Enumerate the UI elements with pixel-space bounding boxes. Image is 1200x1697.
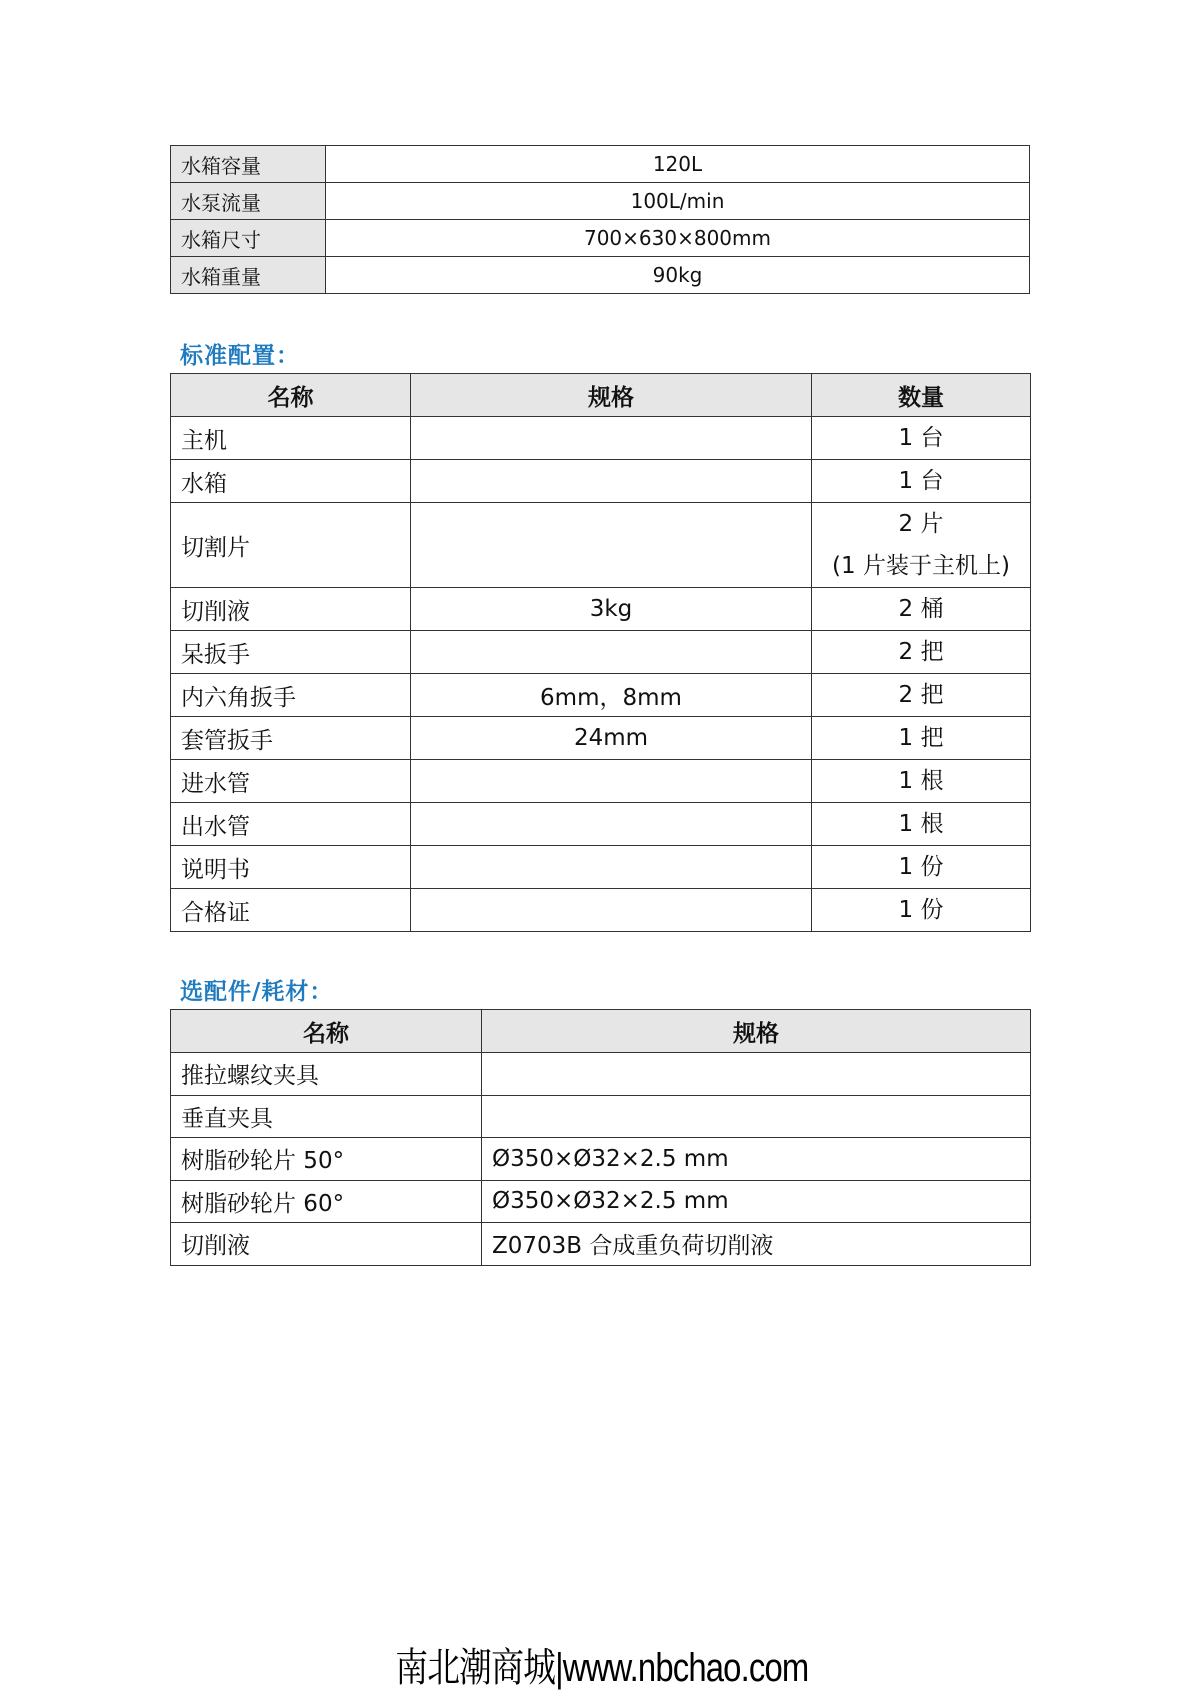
table-row bbox=[171, 631, 1031, 674]
standard-config-table bbox=[170, 373, 1031, 932]
column-header-spec: 规格 bbox=[482, 1010, 1031, 1053]
item-qty: 1 份 bbox=[812, 846, 1031, 889]
column-header-spec: 规格 bbox=[411, 374, 812, 417]
item-spec bbox=[411, 889, 812, 932]
table-row bbox=[171, 220, 1030, 257]
part-name: 切削液 bbox=[171, 1223, 482, 1266]
column-header-qty: 数量 bbox=[812, 374, 1031, 417]
item-spec bbox=[411, 760, 812, 803]
part-spec: Ø350×Ø32×2.5 mm bbox=[482, 1180, 1031, 1223]
optional-parts-heading: 选配件/耗材： bbox=[180, 979, 334, 1005]
spec-value: 700×630×800mm bbox=[326, 220, 1030, 257]
item-name: 出水管 bbox=[171, 803, 411, 846]
part-name: 垂直夹具 bbox=[171, 1095, 482, 1138]
item-qty: 1 台 bbox=[812, 460, 1031, 503]
item-qty: 2 片 bbox=[898, 511, 944, 537]
table-row bbox=[171, 146, 1030, 183]
standard-config-heading: 标准配置： bbox=[180, 343, 300, 369]
item-spec bbox=[411, 417, 812, 460]
item-qty: 2 把 bbox=[812, 631, 1031, 674]
item-name: 合格证 bbox=[171, 889, 411, 932]
item-qty: 2 桶 bbox=[812, 588, 1031, 631]
table-row bbox=[171, 417, 1031, 460]
part-spec: Ø350×Ø32×2.5 mm bbox=[482, 1138, 1031, 1181]
table-row bbox=[171, 1138, 1031, 1181]
table-row bbox=[171, 717, 1031, 760]
item-spec bbox=[411, 460, 812, 503]
item-spec bbox=[411, 803, 812, 846]
item-spec bbox=[411, 503, 812, 588]
spec-value: 120L bbox=[326, 146, 1030, 183]
item-qty-note: (1 片装于主机上) bbox=[832, 553, 1010, 579]
table-row bbox=[171, 760, 1031, 803]
item-name: 主机 bbox=[171, 417, 411, 460]
part-spec: Z0703B 合成重负荷切削液 bbox=[482, 1223, 1031, 1266]
item-spec: 6mm，8mm bbox=[411, 674, 812, 717]
spec-label: 水箱尺寸 bbox=[171, 220, 326, 257]
column-header-name: 名称 bbox=[171, 374, 411, 417]
spec-label: 水箱容量 bbox=[171, 146, 326, 183]
item-qty-cell bbox=[812, 503, 1031, 588]
optional-parts-table bbox=[170, 1009, 1031, 1266]
item-name: 说明书 bbox=[171, 846, 411, 889]
spec-label: 水泵流量 bbox=[171, 183, 326, 220]
table-row bbox=[171, 1095, 1031, 1138]
item-name: 呆扳手 bbox=[171, 631, 411, 674]
part-spec bbox=[482, 1053, 1031, 1096]
site-watermark-footer: 南北潮商城|www.nbchao.com bbox=[395, 1646, 809, 1690]
part-spec bbox=[482, 1095, 1031, 1138]
table-row bbox=[171, 503, 1031, 588]
spec-value: 90kg bbox=[326, 257, 1030, 294]
item-qty: 1 台 bbox=[812, 417, 1031, 460]
spec-value: 100L/min bbox=[326, 183, 1030, 220]
item-name: 进水管 bbox=[171, 760, 411, 803]
column-header-name: 名称 bbox=[171, 1010, 482, 1053]
table-row bbox=[171, 460, 1031, 503]
item-spec bbox=[411, 846, 812, 889]
item-spec: 24mm bbox=[411, 717, 812, 760]
table-header-row bbox=[171, 1010, 1031, 1053]
item-name: 套管扳手 bbox=[171, 717, 411, 760]
table-row bbox=[171, 257, 1030, 294]
item-spec: 3kg bbox=[411, 588, 812, 631]
table-row bbox=[171, 803, 1031, 846]
item-qty: 1 根 bbox=[812, 803, 1031, 846]
spec-label: 水箱重量 bbox=[171, 257, 326, 294]
table-row bbox=[171, 1180, 1031, 1223]
item-qty: 2 把 bbox=[812, 674, 1031, 717]
table-row bbox=[171, 889, 1031, 932]
water-tank-spec-table bbox=[170, 145, 1030, 294]
item-qty: 1 把 bbox=[812, 717, 1031, 760]
item-name: 切削液 bbox=[171, 588, 411, 631]
item-spec bbox=[411, 631, 812, 674]
item-name: 内六角扳手 bbox=[171, 674, 411, 717]
item-qty: 1 份 bbox=[812, 889, 1031, 932]
table-row bbox=[171, 1223, 1031, 1266]
table-row bbox=[171, 674, 1031, 717]
item-name: 水箱 bbox=[171, 460, 411, 503]
table-row bbox=[171, 588, 1031, 631]
table-row bbox=[171, 183, 1030, 220]
part-name: 树脂砂轮片 50° bbox=[171, 1138, 482, 1181]
part-name: 推拉螺纹夹具 bbox=[171, 1053, 482, 1096]
item-qty: 1 根 bbox=[812, 760, 1031, 803]
table-header-row bbox=[171, 374, 1031, 417]
item-name: 切割片 bbox=[171, 503, 411, 588]
table-row bbox=[171, 846, 1031, 889]
part-name: 树脂砂轮片 60° bbox=[171, 1180, 482, 1223]
table-row bbox=[171, 1053, 1031, 1096]
